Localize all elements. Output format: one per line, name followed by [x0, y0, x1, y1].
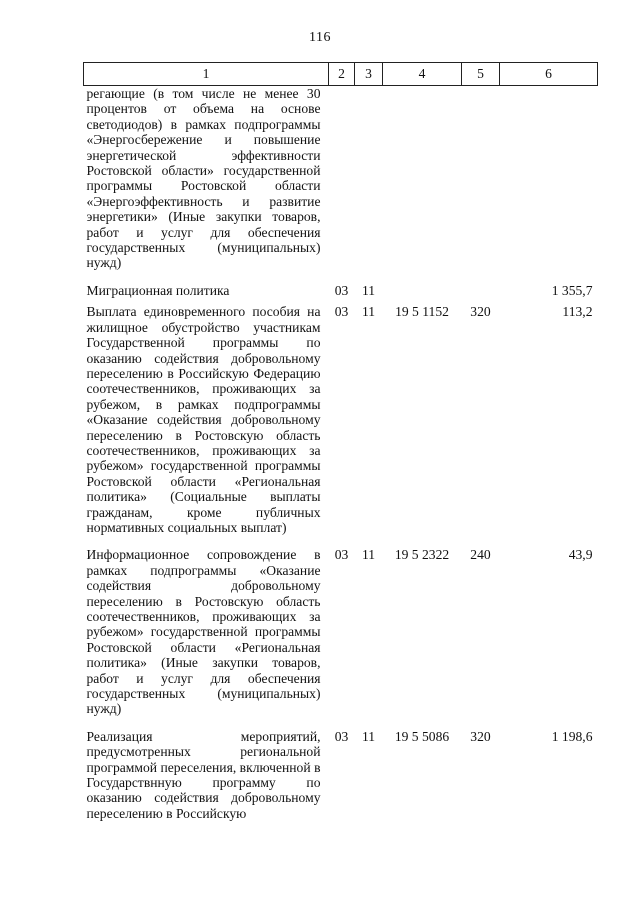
table-row — [84, 304, 598, 541]
table-row — [84, 86, 598, 277]
row-pr: 11 — [361, 282, 376, 298]
row-csr: 19 5 5086 — [394, 728, 450, 744]
table-row — [84, 277, 598, 304]
header-col-5: 5 — [462, 63, 500, 86]
row-vr — [462, 86, 500, 277]
row-rz: 03 — [334, 547, 349, 563]
header-col-2: 2 — [329, 63, 355, 86]
row-name: Выплата единовременного пособия на жилищное обустройство участникам Государственной программы по оказанию содействия добровольному переселению в Российскую Федерацию соотечественников, проживающих за рубежом, в рамках подпрограммы «Оказание содействия добровольному переселению в Ростовскую область соотечественников, проживающих за рубежом» государственной программы Ростовской области «Региональная политика» (Социальные выплаты гражданам, кроме публичных нормативных социальных выплат) — [86, 304, 321, 535]
row-pr: 11 — [361, 728, 376, 744]
row-pr — [355, 86, 383, 277]
header-row — [84, 63, 598, 86]
row-rz: 03 — [334, 304, 349, 320]
row-name: Реализация мероприятий, предусмотренных региональной программой переселения, включенной в Государствнную программу по оказанию содействия добровольному переселению в Российскую — [86, 728, 321, 821]
table-row — [84, 723, 598, 827]
table-body — [84, 86, 598, 828]
row-vr: 320 — [470, 728, 491, 744]
row-name: Миграционная политика — [86, 282, 230, 298]
table-row — [84, 541, 598, 722]
page-number: 116 — [309, 30, 331, 45]
row-name: регающие (в том числе не менее 30 процентов от объема на основе светодиодов) в рамках подпрограммы «Энергосбережение и повышение энергетической эффективности Ростовской области» государственной программы Ростовской области «Энергоэффективность и развитие энергетики» (Иные закупки товаров, работ и услуг для обеспечения государственных (муниципальных) нужд) — [86, 86, 321, 271]
row-csr — [383, 277, 462, 304]
row-sum: 113,2 — [562, 304, 593, 320]
row-sum: 1 198,6 — [551, 728, 593, 744]
row-csr: 19 5 2322 — [394, 547, 450, 563]
row-csr — [383, 86, 462, 277]
budget-table — [83, 62, 598, 827]
row-vr: 240 — [470, 547, 491, 563]
row-pr: 11 — [361, 304, 376, 320]
table-header — [84, 63, 598, 86]
row-rz — [329, 86, 355, 277]
row-vr — [462, 277, 500, 304]
row-pr: 11 — [361, 547, 376, 563]
row-sum — [500, 86, 598, 277]
header-col-6: 6 — [500, 63, 598, 86]
row-rz: 03 — [334, 728, 349, 744]
header-col-3: 3 — [355, 63, 383, 86]
row-vr: 320 — [470, 304, 491, 320]
row-sum: 43,9 — [568, 547, 593, 563]
row-sum: 1 355,7 — [551, 282, 593, 298]
row-csr: 19 5 1152 — [395, 304, 449, 320]
row-rz: 03 — [334, 282, 349, 298]
header-col-4: 4 — [383, 63, 462, 86]
header-col-1: 1 — [84, 63, 329, 86]
row-name: Информационное сопровождение в рамках подпрограммы «Оказание содействия добровольному переселению в Ростовскую область соотечественников, проживающих за рубежом» государственной программы Ростовской области «Региональная политика» (Иные закупки товаров, работ и услуг для обеспечения государственных (муниципальных) нужд) — [86, 547, 321, 717]
